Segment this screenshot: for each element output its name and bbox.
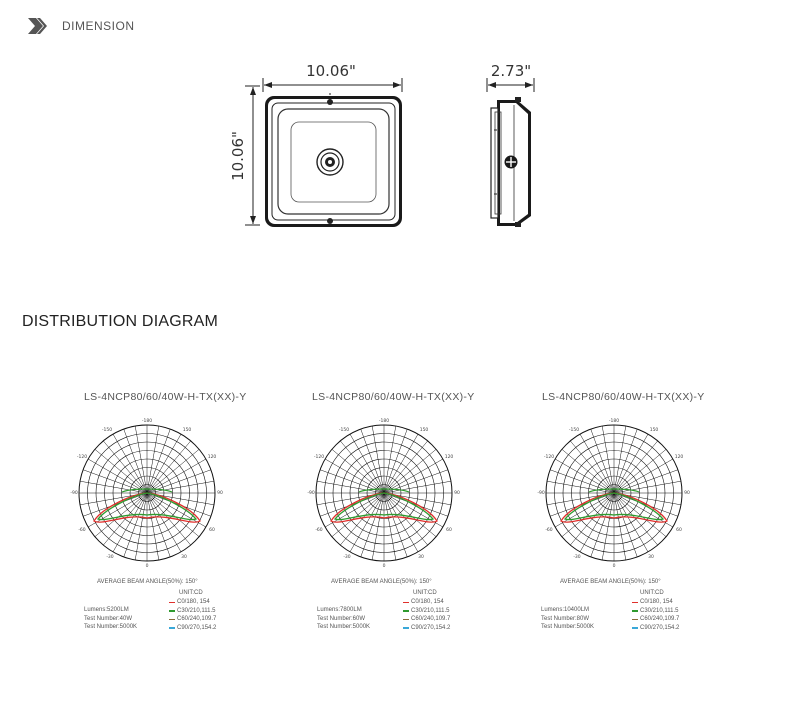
diagram-1-test-number-w: Test Number:40W <box>84 615 133 622</box>
diagram-2-polar-chart <box>309 418 459 568</box>
polar-tick-label: 150 <box>419 428 429 433</box>
polar-tick-label: -120 <box>543 455 555 460</box>
polar-tick-label: -60 <box>315 528 323 533</box>
polar-tick-label: -150 <box>338 428 350 433</box>
polar-tick-label: -120 <box>313 455 325 460</box>
polar-tick-label: -120 <box>76 455 88 460</box>
diagram-2-test-number-k: Test Number:5000K <box>317 624 371 630</box>
legend-item: C30/210,111.5 <box>169 607 216 616</box>
front-view <box>265 94 402 227</box>
diagram-1-model: LS-4NCP80/60/40W-H-TX(XX)-Y <box>84 391 247 403</box>
polar-tick-label: 90 <box>454 491 460 496</box>
legend-item: C90/270,154.2 <box>403 624 450 633</box>
diagram-3-beam-angle: AVERAGE BEAM ANGLE(50%): 150° <box>560 579 661 585</box>
distribution-diagram-title: DISTRIBUTION DIAGRAM <box>22 313 219 330</box>
polar-tick-label: 30 <box>418 555 424 560</box>
width-dimension-label: 10.06" <box>306 62 356 80</box>
legend-item: C0/180, 154 <box>403 598 450 607</box>
polar-tick-label: -150 <box>101 428 113 433</box>
legend-item: C0/180, 154 <box>632 598 679 607</box>
polar-tick-label: 0 <box>382 564 386 569</box>
polar-tick-label: 30 <box>181 555 187 560</box>
height-dimension-label: 10.06" <box>229 131 247 181</box>
polar-tick-label: -180 <box>378 419 390 424</box>
polar-tick-label: -90 <box>537 491 545 496</box>
diagram-2-info <box>317 606 370 632</box>
diagram-2-model: LS-4NCP80/60/40W-H-TX(XX)-Y <box>312 391 475 403</box>
polar-tick-label: 120 <box>674 455 684 460</box>
polar-tick-label: -150 <box>568 428 580 433</box>
polar-tick-label: 120 <box>207 455 217 460</box>
diagram-3-lumens: Lumens:10400LM <box>541 607 590 613</box>
diagram-3-unit: UNIT:CD <box>640 590 664 596</box>
polar-tick-label: 0 <box>612 564 616 569</box>
polar-tick-label: -90 <box>70 491 78 496</box>
polar-tick-label: 0 <box>145 564 149 569</box>
polar-tick-label: 90 <box>217 491 223 496</box>
polar-tick-label: -180 <box>608 419 620 424</box>
polar-tick-label: 150 <box>182 428 192 433</box>
diagram-2-unit: UNIT:CD <box>413 590 437 596</box>
depth-dimension-label: 2.73" <box>490 62 532 80</box>
legend-item: C90/270,154.2 <box>632 624 679 633</box>
diagram-3-test-number-w: Test Number:80W <box>541 615 590 622</box>
polar-tick-label: 60 <box>446 528 452 533</box>
polar-tick-label: 120 <box>444 455 454 460</box>
polar-tick-label: -180 <box>141 419 153 424</box>
legend-item: C30/210,111.5 <box>632 607 679 616</box>
diagram-3-model: LS-4NCP80/60/40W-H-TX(XX)-Y <box>542 391 705 403</box>
diagram-1-polar-chart <box>72 418 222 568</box>
polar-tick-label: -90 <box>307 491 315 496</box>
polar-tick-label: -30 <box>106 555 114 560</box>
polar-tick-label: 60 <box>209 528 215 533</box>
polar-tick-label: 60 <box>676 528 682 533</box>
section-label: DIMENSION <box>62 19 135 33</box>
side-view <box>491 97 531 227</box>
dimension-drawing <box>0 50 798 250</box>
diagram-1-legend <box>169 598 216 632</box>
diagram-3-legend <box>632 598 679 632</box>
diagram-1-beam-angle: AVERAGE BEAM ANGLE(50%): 150° <box>97 579 198 585</box>
diagram-1-unit: UNIT:CD <box>179 590 203 596</box>
legend-item: C60/240,109.7 <box>632 615 679 624</box>
diagram-2-test-number-w: Test Number:60W <box>317 615 366 622</box>
diagram-3-info <box>541 606 594 632</box>
diagram-2-lumens: Lumens:7800LM <box>317 607 362 613</box>
legend-item: C0/180, 154 <box>169 598 216 607</box>
diagram-3-test-number-k: Test Number:5000K <box>541 624 595 630</box>
legend-item: C60/240,109.7 <box>169 615 216 624</box>
diagram-1-info <box>84 606 137 632</box>
legend-item: C60/240,109.7 <box>403 615 450 624</box>
polar-tick-label: -60 <box>78 528 86 533</box>
diagram-2-legend <box>403 598 450 632</box>
double-chevron-right-icon <box>28 17 50 35</box>
diagram-1-test-number-k: Test Number:5000K <box>84 624 138 630</box>
polar-tick-label: 90 <box>684 491 690 496</box>
polar-tick-label: -60 <box>545 528 553 533</box>
polar-tick-label: -30 <box>343 555 351 560</box>
legend-item: C30/210,111.5 <box>403 607 450 616</box>
polar-tick-label: 150 <box>649 428 659 433</box>
diagram-1-lumens: Lumens:5200LM <box>84 607 129 613</box>
legend-item: C90/270,154.2 <box>169 624 216 633</box>
diagram-2-beam-angle: AVERAGE BEAM ANGLE(50%): 150° <box>331 579 432 585</box>
polar-tick-label: 30 <box>648 555 654 560</box>
diagram-3-polar-chart <box>539 418 689 568</box>
section-header-dimension <box>28 17 135 35</box>
polar-tick-label: -30 <box>573 555 581 560</box>
